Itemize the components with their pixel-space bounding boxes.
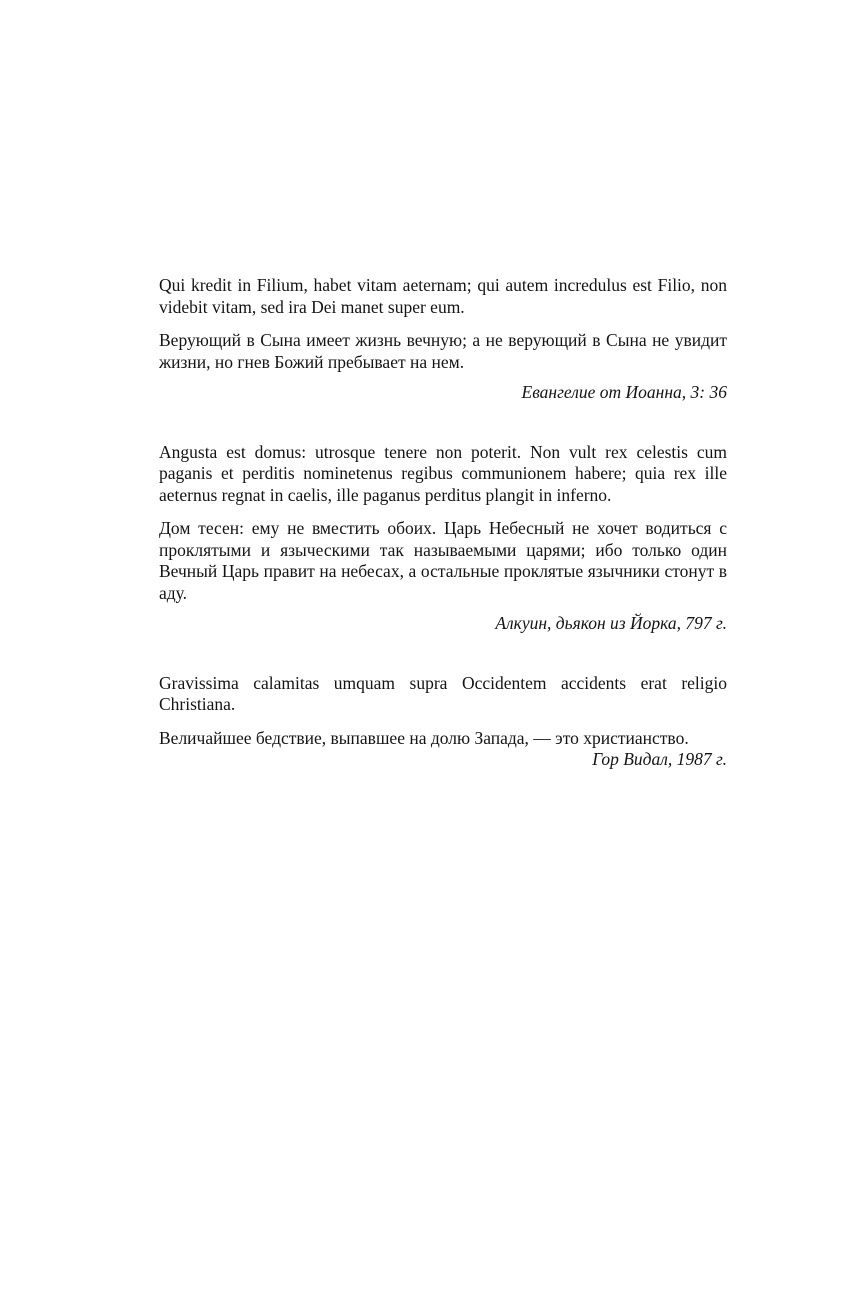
epigraph-gore-vidal — [159, 673, 727, 771]
epigraph-russian-text: Дом тесен: ему не вместить обоих. Царь Небесный не хочет водиться с проклятыми и языческими так называемыми царями; ибо только один Вечный Царь правит на небесах, а остальные проклятые язычники стонут в аду. — [159, 518, 727, 603]
epigraph-russian-text: Верующий в Сына имеет жизнь вечную; а не верующий в Сына не увидит жизни, но гнев Божий пребывает на нем. — [159, 330, 727, 372]
epigraph-alcuin — [159, 442, 727, 635]
epigraph-latin-text: Angusta est domus: utrosque tenere non poterit. Non vult rex celestis cum paganis et perditis nominetenus regibus communionem habere; quia rex ille aeternus regnat in caelis, ille paganus perditus plangit in inferno. — [159, 441, 727, 505]
epigraph-attribution: Евангелие от Иоанна, 3: 36 — [521, 382, 727, 402]
epigraph-latin-text: Gravissima calamitas umquam supra Occidentem accidents erat religio Christiana. — [159, 672, 727, 714]
epigraph-gospel-john — [159, 275, 727, 404]
epigraph-russian-text: Величайшее бедствие, выпавшее на долю Запада, — это христианство. — [159, 727, 689, 748]
epigraph-latin-text: Qui kredit in Filium, habet vitam aeternam; qui autem incredulus est Filio, non videbit vitam, sed ira Dei manet super eum. — [159, 275, 727, 317]
epigraph-attribution: Гор Видал, 1987 г. — [592, 749, 727, 769]
epigraph-attribution: Алкуин, дьякон из Йорка, 797 г. — [495, 613, 727, 633]
epigraphs-block — [159, 275, 727, 809]
